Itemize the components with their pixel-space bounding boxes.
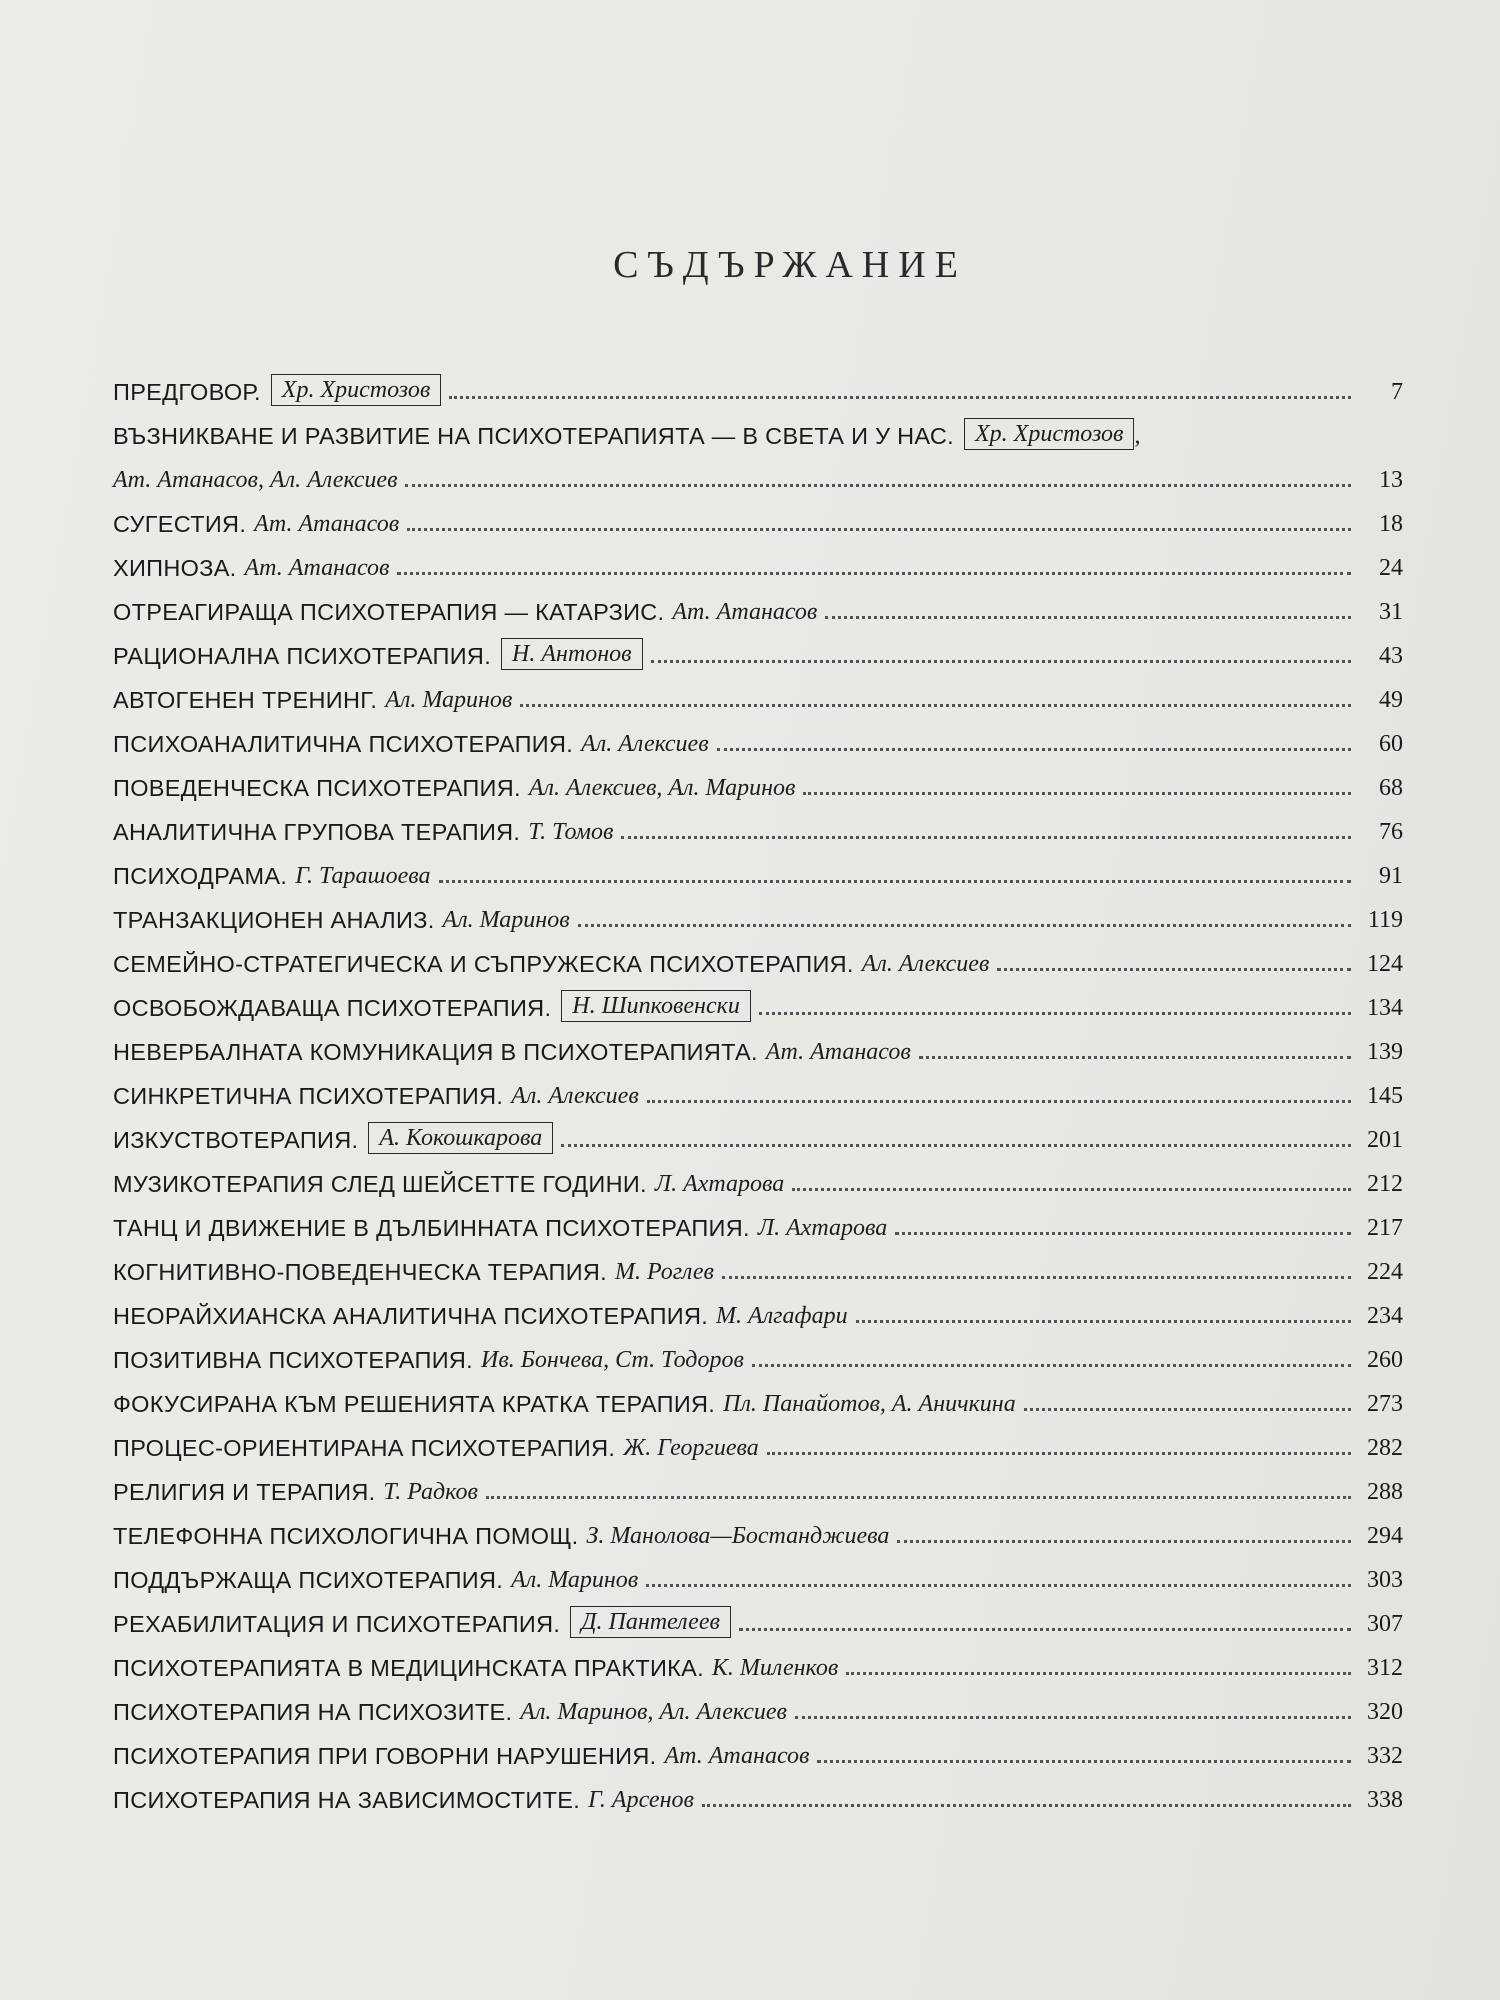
toc-entry — [113, 1286, 1403, 1330]
chapter-author: Ал. Алексиев — [861, 951, 990, 977]
chapter-title: ПСИХОТЕРАПИЯ НА ЗАВИСИМОСТИТЕ. — [113, 1787, 581, 1813]
toc-entry — [113, 670, 1403, 714]
chapter-title: ПСИХОТЕРАПИЯ НА ПСИХОЗИТЕ. — [113, 1699, 513, 1725]
page-number: 49 — [1379, 687, 1403, 713]
toc-entry — [113, 1374, 1403, 1418]
dot-leader — [897, 1540, 1351, 1543]
toc-entry — [113, 934, 1403, 978]
chapter-author: А. Кокошкарова — [368, 1122, 553, 1154]
chapter-author: Хр. Христозов — [964, 418, 1134, 450]
table-of-contents — [113, 362, 1403, 1814]
dot-leader — [1024, 1408, 1351, 1411]
toc-line — [113, 1242, 1403, 1286]
chapter-title: АНАЛИТИЧНА ГРУПОВА ТЕРАПИЯ. — [113, 819, 521, 845]
page-number: 217 — [1367, 1215, 1403, 1241]
chapter-author: Т. Томов — [528, 819, 614, 845]
toc-entry — [113, 406, 1403, 494]
toc-line — [113, 1462, 1403, 1506]
page-number: 24 — [1379, 555, 1403, 581]
dot-leader — [651, 660, 1351, 663]
dot-leader — [997, 968, 1351, 971]
chapter-author: Л. Ахтарова — [757, 1215, 888, 1241]
toc-entry — [113, 1242, 1403, 1286]
page-number: 212 — [1367, 1171, 1403, 1197]
toc-entry — [113, 758, 1403, 802]
toc-entry — [113, 1638, 1403, 1682]
toc-entry — [113, 1198, 1403, 1242]
page-number: 224 — [1367, 1259, 1403, 1285]
dot-leader — [722, 1276, 1351, 1279]
chapter-author: М. Роглев — [615, 1259, 714, 1285]
chapter-title: НЕВЕРБАЛНАТА КОМУНИКАЦИЯ В ПСИХОТЕРАПИЯТА. — [113, 1039, 758, 1065]
toc-line — [113, 890, 1403, 934]
page-number: 294 — [1367, 1523, 1403, 1549]
page-number: 234 — [1367, 1303, 1403, 1329]
chapter-title: ПСИХОТЕРАПИЯТА В МЕДИЦИНСКАТА ПРАКТИКА. — [113, 1655, 704, 1681]
dot-leader — [647, 1100, 1351, 1103]
dot-leader — [792, 1188, 1351, 1191]
dot-leader — [919, 1056, 1351, 1059]
chapter-title: ПОЗИТИВНА ПСИХОТЕРАПИЯ. — [113, 1347, 473, 1373]
toc-entry — [113, 1506, 1403, 1550]
chapter-author: Ат. Атанасов — [765, 1039, 911, 1065]
page-number: 282 — [1367, 1435, 1403, 1461]
dot-leader — [397, 572, 1351, 575]
toc-entry — [113, 890, 1403, 934]
chapter-title: НЕОРАЙХИАНСКА АНАЛИТИЧНА ПСИХОТЕРАПИЯ. — [113, 1303, 709, 1329]
dot-leader — [405, 484, 1351, 487]
toc-entry — [113, 1726, 1403, 1770]
dot-leader — [846, 1672, 1351, 1675]
chapter-author: Д. Пантелеев — [570, 1606, 731, 1638]
chapter-author: Н. Антонов — [501, 638, 643, 670]
toc-entry — [113, 1110, 1403, 1154]
toc-line — [113, 450, 1403, 494]
page-number: 288 — [1367, 1479, 1403, 1505]
chapter-title: СУГЕСТИЯ. — [113, 511, 247, 537]
page-number: 139 — [1367, 1039, 1403, 1065]
toc-line — [113, 626, 1403, 670]
dot-leader — [449, 396, 1351, 399]
toc-line — [113, 1770, 1403, 1814]
chapter-title: РЕЛИГИЯ И ТЕРАПИЯ. — [113, 1479, 376, 1505]
toc-entry — [113, 1594, 1403, 1638]
chapter-author: Ал. Маринов — [511, 1567, 639, 1593]
dot-leader — [407, 528, 1351, 531]
dot-leader — [561, 1144, 1351, 1147]
page-number: 91 — [1379, 863, 1403, 889]
toc-line — [113, 582, 1403, 626]
toc-line — [113, 494, 1403, 538]
toc-entry — [113, 582, 1403, 626]
toc-line — [113, 1418, 1403, 1462]
chapter-author: Хр. Христозов — [271, 374, 441, 406]
dot-leader — [486, 1496, 1351, 1499]
toc-line — [113, 1594, 1403, 1638]
chapter-author: Ж. Георгиева — [623, 1435, 759, 1461]
chapter-title: ОТРЕАГИРАЩА ПСИХОТЕРАПИЯ — КАТАРЗИС. — [113, 599, 665, 625]
chapter-title: ПСИХОАНАЛИТИЧНА ПСИХОТЕРАПИЯ. — [113, 731, 574, 757]
dot-leader — [895, 1232, 1351, 1235]
toc-entry — [113, 1682, 1403, 1726]
chapter-author: Ал. Алексиев — [581, 731, 709, 757]
toc-entry — [113, 1770, 1403, 1814]
page-number: 60 — [1379, 731, 1403, 757]
dot-leader — [646, 1584, 1351, 1587]
page-title: СЪДЪРЖАНИЕ — [613, 244, 967, 287]
chapter-title: ФОКУСИРАНА КЪМ РЕШЕНИЯТА КРАТКА ТЕРАПИЯ. — [113, 1391, 716, 1417]
page-number: 145 — [1367, 1083, 1403, 1109]
toc-line — [113, 846, 1403, 890]
dot-leader — [702, 1804, 1351, 1807]
dot-leader — [856, 1320, 1351, 1323]
chapter-author: К. Миленков — [711, 1655, 839, 1681]
chapter-author: Ат. Атанасов — [244, 555, 390, 581]
chapter-title: ОСВОБОЖДАВАЩА ПСИХОТЕРАПИЯ. — [113, 995, 552, 1021]
chapter-title: КОГНИТИВНО-ПОВЕДЕНЧЕСКА ТЕРАПИЯ. — [113, 1259, 607, 1285]
page-number: 338 — [1367, 1787, 1403, 1813]
chapter-title: РАЦИОНАЛНА ПСИХОТЕРАПИЯ. — [113, 643, 492, 669]
page-number: 18 — [1379, 511, 1403, 537]
toc-entry — [113, 978, 1403, 1022]
page-number: 201 — [1367, 1127, 1403, 1153]
dot-leader — [439, 880, 1351, 883]
page-number: 76 — [1379, 819, 1403, 845]
dot-leader — [767, 1452, 1351, 1455]
chapter-author: Т. Радков — [383, 1479, 478, 1505]
toc-entry — [113, 1066, 1403, 1110]
toc-line — [113, 1154, 1403, 1198]
page-number: 43 — [1379, 643, 1403, 669]
toc-entry — [113, 846, 1403, 890]
page-number: 31 — [1379, 599, 1403, 625]
page-number: 260 — [1367, 1347, 1403, 1373]
toc-line — [113, 538, 1403, 582]
chapter-author: З. Манолова—Бостанджиева — [586, 1523, 890, 1549]
toc-line — [113, 362, 1403, 406]
author-comma: , — [1134, 423, 1141, 449]
chapter-author: Пл. Панайотов, А. Аничкина — [723, 1391, 1016, 1417]
toc-entry — [113, 362, 1403, 406]
chapter-title: АВТОГЕНЕН ТРЕНИНГ. — [113, 687, 378, 713]
page-number: 124 — [1367, 951, 1403, 977]
toc-line — [113, 1066, 1403, 1110]
toc-entry — [113, 714, 1403, 758]
chapter-title: ПРОЦЕС-ОРИЕНТИРАНА ПСИХОТЕРАПИЯ. — [113, 1435, 616, 1461]
toc-line — [113, 758, 1403, 802]
chapter-title: ПРЕДГОВОР. — [113, 379, 261, 405]
page-number: 68 — [1379, 775, 1403, 801]
toc-line — [113, 714, 1403, 758]
toc-line — [113, 1550, 1403, 1594]
chapter-author: Н. Шипковенски — [561, 990, 751, 1022]
chapter-title: СИНКРЕТИЧНА ПСИХОТЕРАПИЯ. — [113, 1083, 504, 1109]
toc-line — [113, 1022, 1403, 1066]
toc-entry — [113, 1154, 1403, 1198]
dot-leader — [739, 1628, 1351, 1631]
toc-line — [113, 978, 1403, 1022]
page-number: 307 — [1367, 1611, 1403, 1637]
toc-line — [113, 1506, 1403, 1550]
page-number: 119 — [1367, 907, 1403, 933]
chapter-title: ПОДДЪРЖАЩА ПСИХОТЕРАПИЯ. — [113, 1567, 504, 1593]
page-number: 273 — [1367, 1391, 1403, 1417]
dot-leader — [578, 924, 1351, 927]
dot-leader — [752, 1364, 1351, 1367]
dot-leader — [803, 792, 1351, 795]
page-number: 303 — [1367, 1567, 1403, 1593]
page-number: 320 — [1367, 1699, 1403, 1725]
chapter-title: ТРАНЗАКЦИОНЕН АНАЛИЗ. — [113, 907, 435, 933]
chapter-author: Ал. Маринов — [442, 907, 570, 933]
page-number: 332 — [1367, 1743, 1403, 1769]
page-number: 13 — [1379, 467, 1403, 493]
toc-entry — [113, 802, 1403, 846]
page-number: 312 — [1367, 1655, 1403, 1681]
chapter-title: МУЗИКОТЕРАПИЯ СЛЕД ШЕЙСЕТТЕ ГОДИНИ. — [113, 1171, 647, 1197]
chapter-author: М. Алгафари — [716, 1303, 848, 1329]
chapter-author: Ат. Атанасов — [664, 1743, 810, 1769]
chapter-author: Ал. Алексиев — [511, 1083, 639, 1109]
chapter-author: Г. Арсенов — [588, 1787, 694, 1813]
dot-leader — [825, 616, 1351, 619]
chapter-author: Л. Ахтарова — [654, 1171, 785, 1197]
toc-line — [113, 1286, 1403, 1330]
chapter-author: Ал. Маринов, Ал. Алексиев — [520, 1699, 787, 1725]
dot-leader — [717, 748, 1351, 751]
dot-leader — [817, 1760, 1351, 1763]
toc-line — [113, 1198, 1403, 1242]
toc-line — [113, 934, 1403, 978]
toc-line — [113, 1726, 1403, 1770]
chapter-title: ИЗКУСТВОТЕРАПИЯ. — [113, 1127, 359, 1153]
toc-entry — [113, 1330, 1403, 1374]
toc-line — [113, 1374, 1403, 1418]
dot-leader — [520, 704, 1351, 707]
toc-line — [113, 670, 1403, 714]
toc-line — [113, 802, 1403, 846]
chapter-title: РЕХАБИЛИТАЦИЯ И ПСИХОТЕРАПИЯ. — [113, 1611, 561, 1637]
toc-line — [113, 1330, 1403, 1374]
chapter-title: ХИПНОЗА. — [113, 555, 237, 581]
chapter-title: ПСИХОТЕРАПИЯ ПРИ ГОВОРНИ НАРУШЕНИЯ. — [113, 1743, 657, 1769]
dot-leader — [795, 1716, 1351, 1719]
toc-line — [113, 1638, 1403, 1682]
dot-leader — [621, 836, 1351, 839]
dot-leader — [759, 1012, 1351, 1015]
toc-entry — [113, 494, 1403, 538]
chapter-author: Ат. Атанасов — [254, 511, 400, 537]
chapter-title: ВЪЗНИКВАНЕ И РАЗВИТИЕ НА ПСИХОТЕРАПИЯТА — В СВЕТА И У НАС. — [113, 423, 954, 449]
chapter-author: Г. Тарашоева — [295, 863, 431, 889]
chapter-author: Ат. Атанасов — [672, 599, 818, 625]
chapter-title: СЕМЕЙНО-СТРАТЕГИЧЕСКА И СЪПРУЖЕСКА ПСИХОТЕРАПИЯ. — [113, 951, 854, 977]
chapter-title: ПСИХОДРАМА. — [113, 863, 288, 889]
chapter-author: Ал. Алексиев, Ал. Маринов — [528, 775, 796, 801]
chapter-author: Ив. Бончева, Ст. Тодоров — [481, 1347, 744, 1373]
chapter-title: ТЕЛЕФОННА ПСИХОЛОГИЧНА ПОМОЩ. — [113, 1523, 579, 1549]
toc-entry — [113, 1462, 1403, 1506]
chapter-title: ПОВЕДЕНЧЕСКА ПСИХОТЕРАПИЯ. — [113, 775, 521, 801]
toc-line — [113, 1682, 1403, 1726]
toc-line — [113, 406, 1403, 450]
toc-entry — [113, 1022, 1403, 1066]
chapter-author: Ал. Маринов — [385, 687, 513, 713]
toc-entry — [113, 1550, 1403, 1594]
toc-entry — [113, 626, 1403, 670]
page-number: 7 — [1391, 379, 1403, 405]
toc-entry — [113, 538, 1403, 582]
toc-entry — [113, 1418, 1403, 1462]
page-number: 134 — [1367, 995, 1403, 1021]
toc-line — [113, 1110, 1403, 1154]
chapter-title: ТАНЦ И ДВИЖЕНИЕ В ДЪЛБИННАТА ПСИХОТЕРАПИЯ. — [113, 1215, 750, 1241]
chapter-author: Ат. Атанасов, Ал. Алексиев — [113, 467, 398, 493]
